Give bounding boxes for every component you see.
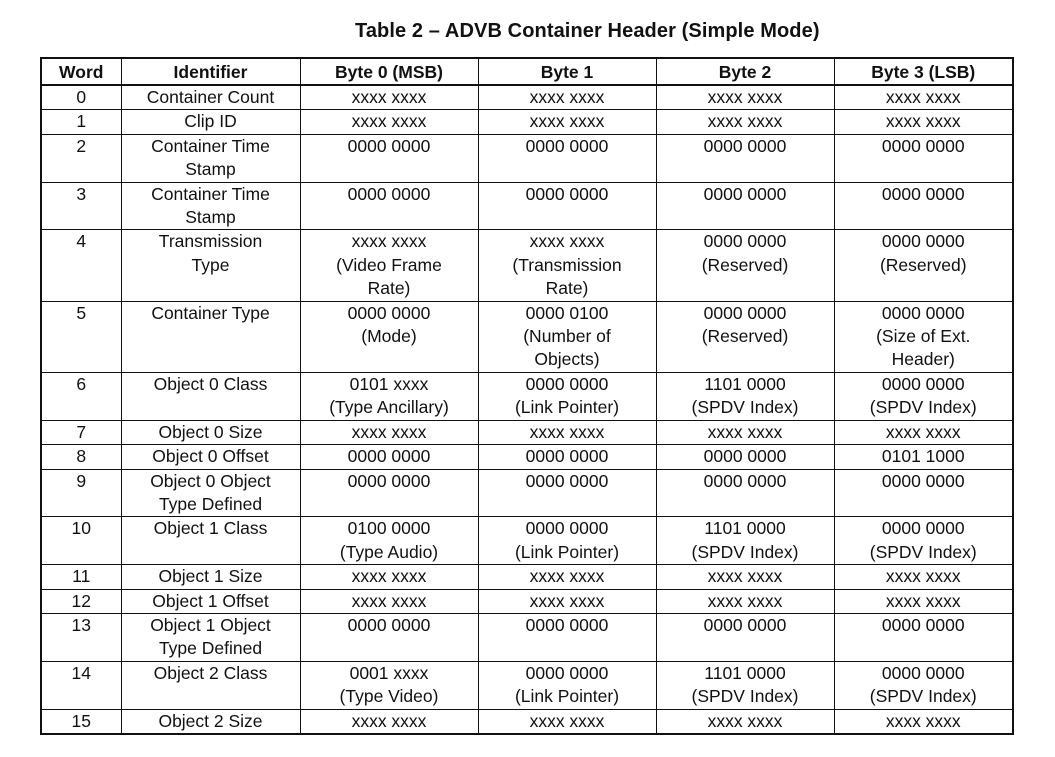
byte-2-cell: xxxx xxxx (656, 589, 834, 613)
identifier-cell: Object 2 Class (121, 661, 300, 709)
identifier-cell: Object 1 Offset (121, 589, 300, 613)
byte-3-cell: xxxx xxxx (834, 589, 1013, 613)
byte-3-cell: xxxx xxxx (834, 420, 1013, 444)
byte-3-cell: 0101 1000 (834, 445, 1013, 469)
byte-2-cell: xxxx xxxx (656, 709, 834, 734)
byte-0-cell: 0101 xxxx (Type Ancillary) (300, 372, 478, 420)
word-cell: 3 (41, 182, 121, 230)
byte-0-cell: 0000 0000 (300, 182, 478, 230)
byte-1-cell: 0000 0000 (Link Pointer) (478, 517, 656, 565)
table-row (41, 301, 1013, 372)
byte-1-cell: xxxx xxxx (478, 420, 656, 444)
word-cell: 2 (41, 134, 121, 182)
byte-3-cell: 0000 0000 (SPDV Index) (834, 661, 1013, 709)
table-row (41, 613, 1013, 661)
byte-1-cell: xxxx xxxx (Transmission Rate) (478, 230, 656, 301)
word-cell: 10 (41, 517, 121, 565)
byte-3-cell: 0000 0000 (Reserved) (834, 230, 1013, 301)
header-row (41, 58, 1013, 85)
byte-0-cell: xxxx xxxx (300, 420, 478, 444)
table-title: Table 2 – ADVB Container Header (Simple Mode) (355, 20, 820, 42)
table-row (41, 372, 1013, 420)
byte-0-cell: xxxx xxxx (300, 565, 478, 589)
byte-1-cell: 0000 0000 (478, 445, 656, 469)
table-row (41, 517, 1013, 565)
word-cell: 5 (41, 301, 121, 372)
identifier-cell: Container Count (121, 85, 300, 110)
byte-1-cell: 0000 0000 (Link Pointer) (478, 661, 656, 709)
byte-3-cell: 0000 0000 (834, 469, 1013, 517)
word-cell: 15 (41, 709, 121, 734)
byte-2-cell: 0000 0000 (656, 134, 834, 182)
byte-0-cell: 0000 0000 (300, 134, 478, 182)
table-row (41, 445, 1013, 469)
word-cell: 1 (41, 110, 121, 134)
identifier-cell: Clip ID (121, 110, 300, 134)
table-row (41, 134, 1013, 182)
word-cell: 6 (41, 372, 121, 420)
identifier-cell: Object 0 Offset (121, 445, 300, 469)
table-row (41, 469, 1013, 517)
word-cell: 0 (41, 85, 121, 110)
word-cell: 12 (41, 589, 121, 613)
byte-2-cell: 0000 0000 (656, 445, 834, 469)
word-cell: 9 (41, 469, 121, 517)
byte-2-cell: xxxx xxxx (656, 420, 834, 444)
byte-1-cell: xxxx xxxx (478, 709, 656, 734)
identifier-cell: Object 0 Class (121, 372, 300, 420)
byte-0-cell: xxxx xxxx (300, 110, 478, 134)
word-cell: 7 (41, 420, 121, 444)
byte-2-cell: 0000 0000 (Reserved) (656, 301, 834, 372)
byte-3-cell: 0000 0000 (SPDV Index) (834, 517, 1013, 565)
byte-3-cell: xxxx xxxx (834, 85, 1013, 110)
column-header-identifier: Identifier (121, 58, 300, 85)
table-row (41, 182, 1013, 230)
byte-3-cell: 0000 0000 (SPDV Index) (834, 372, 1013, 420)
word-cell: 4 (41, 230, 121, 301)
byte-0-cell: 0000 0000 (300, 469, 478, 517)
byte-2-cell: 0000 0000 (656, 469, 834, 517)
byte-0-cell: 0000 0000 (300, 613, 478, 661)
byte-1-cell: xxxx xxxx (478, 85, 656, 110)
byte-2-cell: 1101 0000 (SPDV Index) (656, 372, 834, 420)
byte-3-cell: 0000 0000 (834, 134, 1013, 182)
container-header-table (40, 57, 1014, 735)
byte-3-cell: 0000 0000 (834, 182, 1013, 230)
word-cell: 8 (41, 445, 121, 469)
byte-0-cell: xxxx xxxx (300, 85, 478, 110)
identifier-cell: Object 1 Class (121, 517, 300, 565)
column-header-byte-3: Byte 3 (LSB) (834, 58, 1013, 85)
table-row (41, 709, 1013, 734)
byte-3-cell: xxxx xxxx (834, 709, 1013, 734)
byte-0-cell: 0001 xxxx (Type Video) (300, 661, 478, 709)
identifier-cell: Container Type (121, 301, 300, 372)
table-body (41, 85, 1013, 734)
word-cell: 14 (41, 661, 121, 709)
byte-0-cell: xxxx xxxx (300, 589, 478, 613)
byte-2-cell: 0000 0000 (Reserved) (656, 230, 834, 301)
column-header-byte-0: Byte 0 (MSB) (300, 58, 478, 85)
byte-3-cell: 0000 0000 (Size of Ext. Header) (834, 301, 1013, 372)
byte-0-cell: xxxx xxxx (Video Frame Rate) (300, 230, 478, 301)
identifier-cell: Container Time Stamp (121, 134, 300, 182)
identifier-cell: Object 0 Size (121, 420, 300, 444)
table-row (41, 110, 1013, 134)
byte-2-cell: xxxx xxxx (656, 85, 834, 110)
table-row (41, 85, 1013, 110)
identifier-cell: Object 1 Size (121, 565, 300, 589)
byte-1-cell: 0000 0100 (Number of Objects) (478, 301, 656, 372)
word-cell: 11 (41, 565, 121, 589)
byte-2-cell: 0000 0000 (656, 613, 834, 661)
table-row (41, 589, 1013, 613)
identifier-cell: Transmission Type (121, 230, 300, 301)
byte-2-cell: xxxx xxxx (656, 110, 834, 134)
byte-1-cell: 0000 0000 (478, 182, 656, 230)
identifier-cell: Object 2 Size (121, 709, 300, 734)
byte-1-cell: xxxx xxxx (478, 589, 656, 613)
byte-3-cell: xxxx xxxx (834, 565, 1013, 589)
byte-1-cell: 0000 0000 (478, 613, 656, 661)
byte-0-cell: 0000 0000 (300, 445, 478, 469)
byte-1-cell: 0000 0000 (478, 134, 656, 182)
byte-2-cell: 1101 0000 (SPDV Index) (656, 661, 834, 709)
byte-3-cell: xxxx xxxx (834, 110, 1013, 134)
byte-0-cell: 0000 0000 (Mode) (300, 301, 478, 372)
byte-0-cell: 0100 0000 (Type Audio) (300, 517, 478, 565)
byte-2-cell: 0000 0000 (656, 182, 834, 230)
identifier-cell: Object 1 Object Type Defined (121, 613, 300, 661)
column-header-byte-1: Byte 1 (478, 58, 656, 85)
byte-1-cell: 0000 0000 (478, 469, 656, 517)
identifier-cell: Object 0 Object Type Defined (121, 469, 300, 517)
table-row (41, 565, 1013, 589)
column-header-byte-2: Byte 2 (656, 58, 834, 85)
byte-0-cell: xxxx xxxx (300, 709, 478, 734)
table-row (41, 420, 1013, 444)
byte-1-cell: 0000 0000 (Link Pointer) (478, 372, 656, 420)
byte-3-cell: 0000 0000 (834, 613, 1013, 661)
column-header-word: Word (41, 58, 121, 85)
word-cell: 13 (41, 613, 121, 661)
table-row (41, 230, 1013, 301)
byte-1-cell: xxxx xxxx (478, 565, 656, 589)
table-row (41, 661, 1013, 709)
byte-2-cell: xxxx xxxx (656, 565, 834, 589)
identifier-cell: Container Time Stamp (121, 182, 300, 230)
byte-2-cell: 1101 0000 (SPDV Index) (656, 517, 834, 565)
byte-1-cell: xxxx xxxx (478, 110, 656, 134)
